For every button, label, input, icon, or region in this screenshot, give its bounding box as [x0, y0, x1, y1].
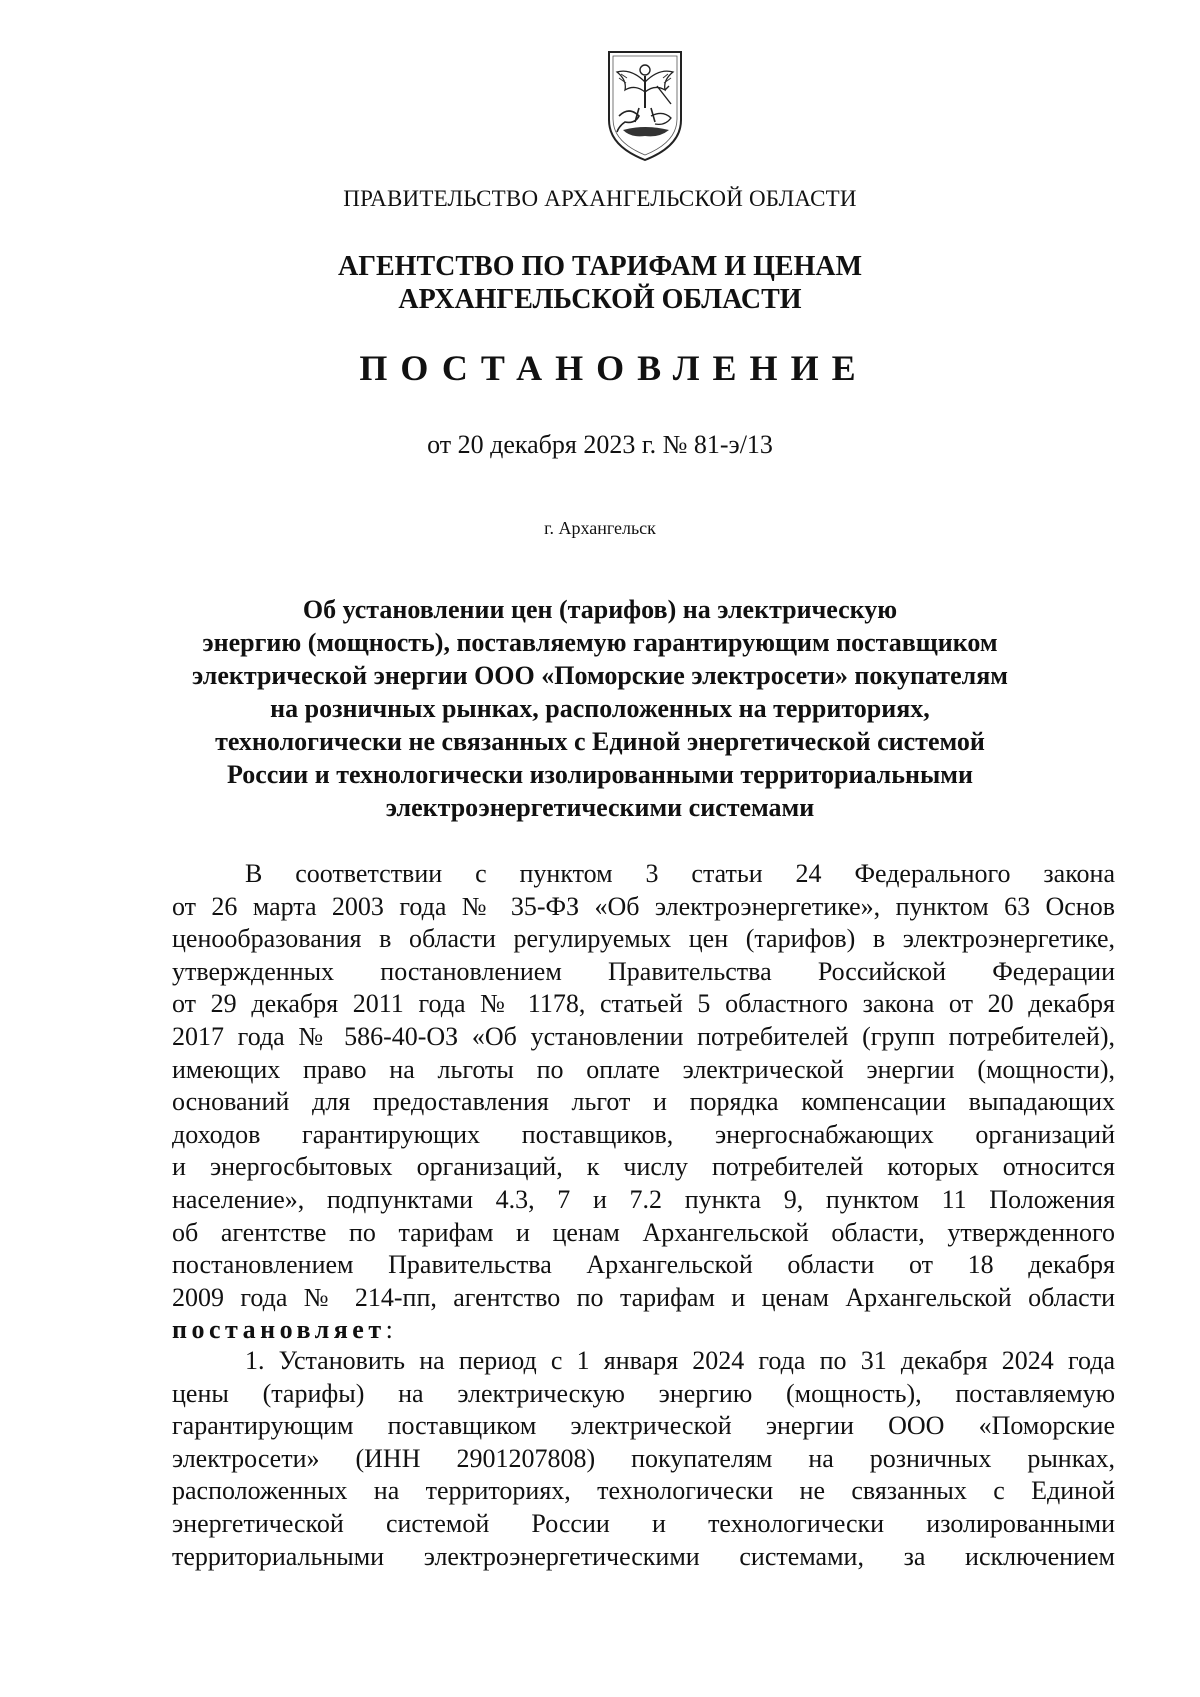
subject-line: энергию (мощность), поставляемую гарантирующим поставщиком — [202, 628, 998, 657]
agency-name-line-1: АГЕНТСТВО ПО ТАРИФАМ И ЦЕНАМ — [337, 251, 863, 282]
subject-line: электроэнергетическими системами — [385, 793, 815, 822]
subject-line: Об установлении цен (тарифов) на электрическую — [302, 595, 898, 624]
body-line: 2009 года № 214-пп, агентство по тарифам и ценам Архангельской области — [172, 1282, 1115, 1312]
body-line: ценообразования в области регулируемых цен (тарифов) в электроэнергетике, — [172, 924, 1115, 954]
body-line: расположенных на территориях, технологически не связанных с Единой — [172, 1476, 1115, 1506]
body-line: В соответствии с пунктом 3 статьи 24 Федерального закона — [245, 859, 1115, 888]
body-line: об агентстве по тарифам и ценам Архангельской области, утвержденного — [172, 1217, 1115, 1247]
subject-line: России и технологически изолированными территориальными — [226, 760, 973, 789]
preamble-paragraph — [172, 858, 1115, 1347]
body-line: от 26 марта 2003 года № 35-ФЗ «Об электроэнергетике», пунктом 63 Основ — [172, 891, 1115, 921]
body-line: от 29 декабря 2011 года № 1178, статьей 5 областного закона от 20 декабря — [172, 989, 1115, 1019]
body-line: утвержденных постановлением Правительства Российской Федерации — [172, 956, 1115, 986]
agency-name-line-2: АРХАНГЕЛЬСКОЙ ОБЛАСТИ — [398, 284, 802, 315]
coat-of-arms-emblem — [605, 46, 685, 164]
subject-line: технологически не связанных с Единой энергетической системой — [215, 727, 985, 756]
resolves-line — [172, 1314, 1115, 1347]
subject-line: на розничных рынках, расположенных на территориях, — [270, 694, 930, 723]
body-line: и энергосбытовых организаций, к числу потребителей которых относится — [172, 1152, 1115, 1182]
body-line: цены (тарифы) на электрическую энергию (мощность), поставляемую — [172, 1378, 1115, 1408]
item-1-paragraph — [172, 1345, 1115, 1573]
body-line: оснований для предоставления льгот и порядка компенсации выпадающих — [172, 1087, 1115, 1117]
resolves-colon: : — [385, 1315, 393, 1345]
subject-line: электрической энергии ООО «Поморские электросети» покупателям — [192, 661, 1008, 690]
body-line: энергетической системой России и технологически изолированными — [172, 1508, 1115, 1538]
agency-name — [0, 250, 1200, 316]
body-line: доходов гарантирующих поставщиков, энергоснабжающих организаций — [172, 1119, 1115, 1149]
document-type-title: ПОСТАНОВЛЕНИЕ — [359, 348, 869, 388]
body-line: 2017 года № 586-40-ОЗ «Об установлении потребителей (групп потребителей), — [172, 1021, 1115, 1051]
body-line: 1. Установить на период с 1 января 2024 года по 31 декабря 2024 года — [245, 1346, 1115, 1375]
document-date-number: от 20 декабря 2023 г. № 81-э/13 — [427, 430, 773, 459]
body-line: гарантирующим поставщиком электрической энергии ООО «Поморские — [172, 1411, 1115, 1441]
document-city: г. Архангельск — [544, 518, 656, 538]
body-line: население», подпунктами 4.3, 7 и 7.2 пункта 9, пунктом 11 Положения — [172, 1184, 1115, 1214]
resolves-word: постановляет — [172, 1315, 386, 1345]
document-subject — [0, 593, 1200, 824]
government-name: ПРАВИТЕЛЬСТВО АРХАНГЕЛЬСКОЙ ОБЛАСТИ — [343, 186, 857, 211]
body-line: электросети» (ИНН 2901207808) покупателям на розничных рынках, — [172, 1443, 1115, 1473]
body-line: территориальными электроэнергетическими системами, за исключением — [172, 1541, 1115, 1571]
body-line: имеющих право на льготы по оплате электрической энергии (мощности), — [172, 1054, 1115, 1084]
body-line: постановлением Правительства Архангельской области от 18 декабря — [172, 1250, 1115, 1280]
